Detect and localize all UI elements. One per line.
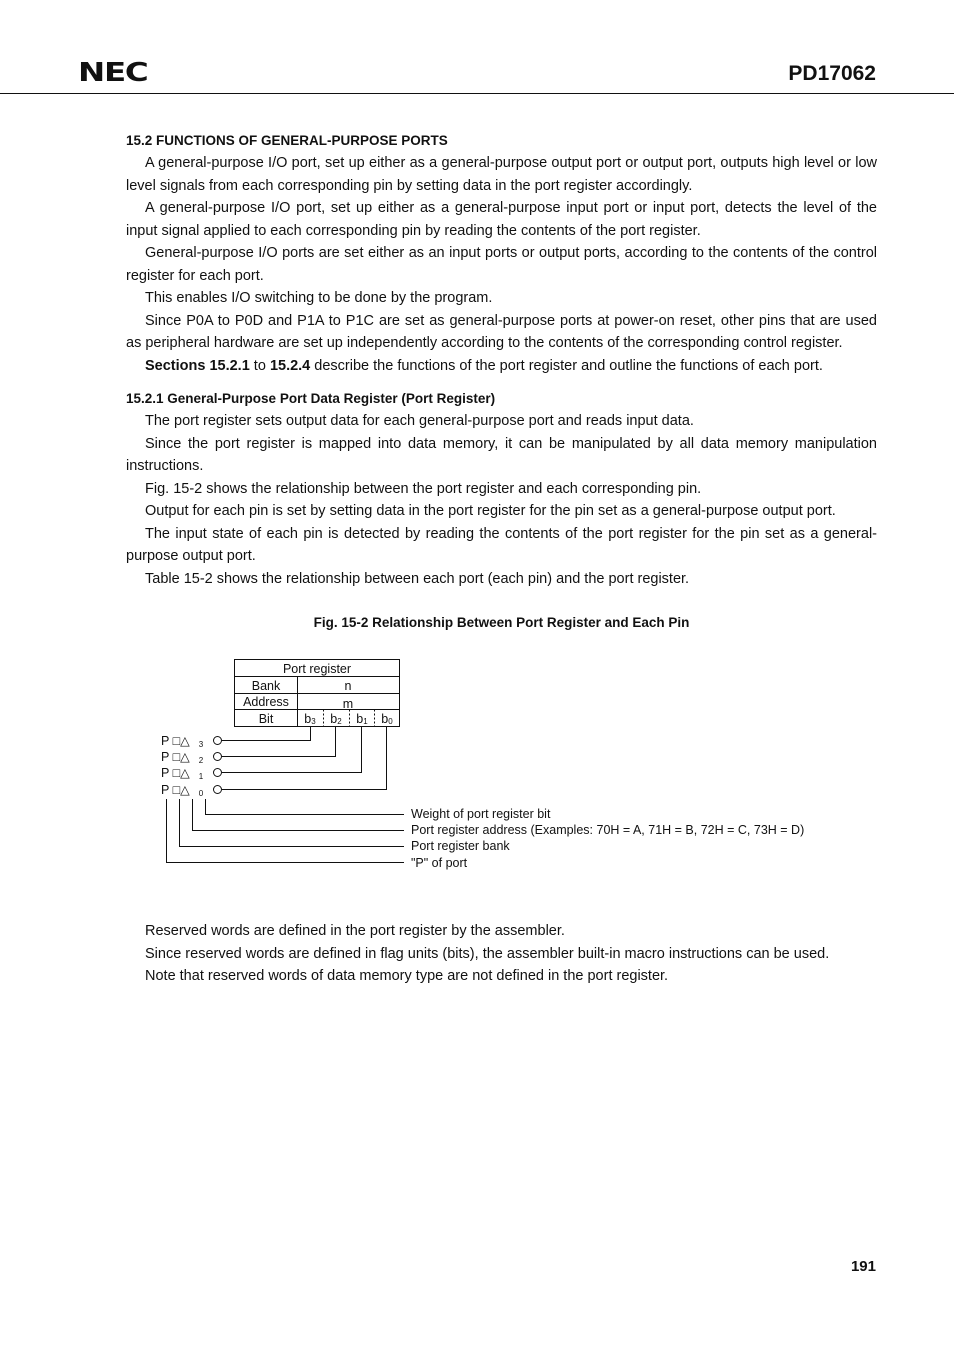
header-rule — [0, 93, 954, 94]
bit-b3: b3 — [304, 712, 316, 726]
subsection-paragraph: The input state of each pin is detected by reading the contents of the port register for the pin set as a general-purpose output port. — [126, 525, 877, 564]
bank-value: n — [344, 679, 352, 693]
section-ref-rest: describe the functions of the port register and outline the functions of each port. — [310, 357, 823, 374]
page-number: 191 — [850, 1258, 876, 1275]
section-paragraph: This enables I/O switching to be done by the program. — [145, 290, 493, 306]
section-ref-1: Sections 15.2.1 — [145, 357, 250, 374]
section-ref-2: 15.2.4 — [269, 357, 311, 374]
pin-label-0: P □△ 0 — [161, 783, 204, 798]
section-title: 15.2 FUNCTIONS OF GENERAL-PURPOSE PORTS — [126, 133, 448, 148]
section-paragraph: General-purpose I/O ports are set either as an input ports or output ports, according to the contents of the control register for each port. — [126, 245, 877, 284]
nec-logo: NEC — [78, 58, 148, 88]
pin-label-3: P □△ 3 — [161, 734, 204, 749]
legend-register-bank: Port register bank — [411, 839, 510, 853]
figure-caption: Fig. 15-2 Relationship Between Port Register and Each Pin — [313, 615, 690, 630]
legend-bit-weight: Weight of port register bit — [411, 807, 551, 821]
section-paragraph-sections — [126, 355, 877, 378]
section-paragraph: Since P0A to P0D and P1A to P1C are set as general-purpose ports at power-on reset, other pins that are used as peripheral hardware are set up independently according to the contents of the corresponding control register. — [126, 312, 877, 351]
section-paragraph: A general-purpose I/O port, set up either as a general-purpose output port or output port, outputs high level or low level signals from each corresponding pin by setting data in the port register accordingly. — [126, 155, 877, 194]
port-register-diagram — [126, 634, 877, 902]
bit-b2: b2 — [330, 712, 342, 726]
subsection-paragraph: Table 15-2 shows the relationship between each port (each pin) and the port register. — [145, 570, 690, 587]
bank-label: Bank — [251, 679, 281, 693]
subsection-title: 15.2.1 General-Purpose Port Data Register (Port Register) — [126, 391, 496, 406]
address-value: m — [342, 697, 354, 711]
section-paragraph: A general-purpose I/O port, set up either as a general-purpose input port or input port, detects the level of the input signal applied to each corresponding pin by reading the contents of the port register. — [126, 200, 877, 239]
bit-b1: b1 — [356, 712, 368, 726]
legend-port-p: "P" of port — [411, 856, 468, 870]
subsection-paragraph: Since the port register is mapped into data memory, it can be manipulated by all data memory manipulation instructions. — [126, 435, 877, 474]
legend-register-address: Port register address (Examples: 70H = A, 71H = B, 72H = C, 73H = D) — [411, 823, 805, 837]
after-paragraph: Since reserved words are defined in flag units (bits), the assembler built-in macro instructions can be used. — [145, 945, 830, 962]
after-paragraph: Reserved words are defined in the port register by the assembler. — [145, 923, 565, 939]
subsection-paragraph: Fig. 15-2 shows the relationship between the port register and each corresponding pin. — [145, 480, 702, 497]
document-id: PD17062 — [788, 62, 876, 85]
subsection-paragraph: Output for each pin is set by setting data in the port register for the pin set as a general-purpose output port. — [145, 503, 836, 519]
bit-b0: b0 — [381, 712, 393, 726]
after-paragraph: Note that reserved words of data memory type are not defined in the port register. — [145, 968, 669, 984]
subsection-paragraph: The port register sets output data for each general-purpose port and reads input data. — [145, 413, 694, 429]
after-figure-text — [126, 920, 877, 988]
section-ref-to: to — [249, 357, 270, 374]
pin-label-1: P □△ 1 — [161, 766, 204, 781]
bit-label: Bit — [258, 712, 274, 726]
port-register-figure — [126, 634, 877, 902]
register-title: Port register — [282, 662, 352, 676]
page-content — [126, 130, 877, 988]
pin-label-2: P □△ 2 — [161, 750, 204, 765]
address-label: Address — [243, 695, 289, 709]
